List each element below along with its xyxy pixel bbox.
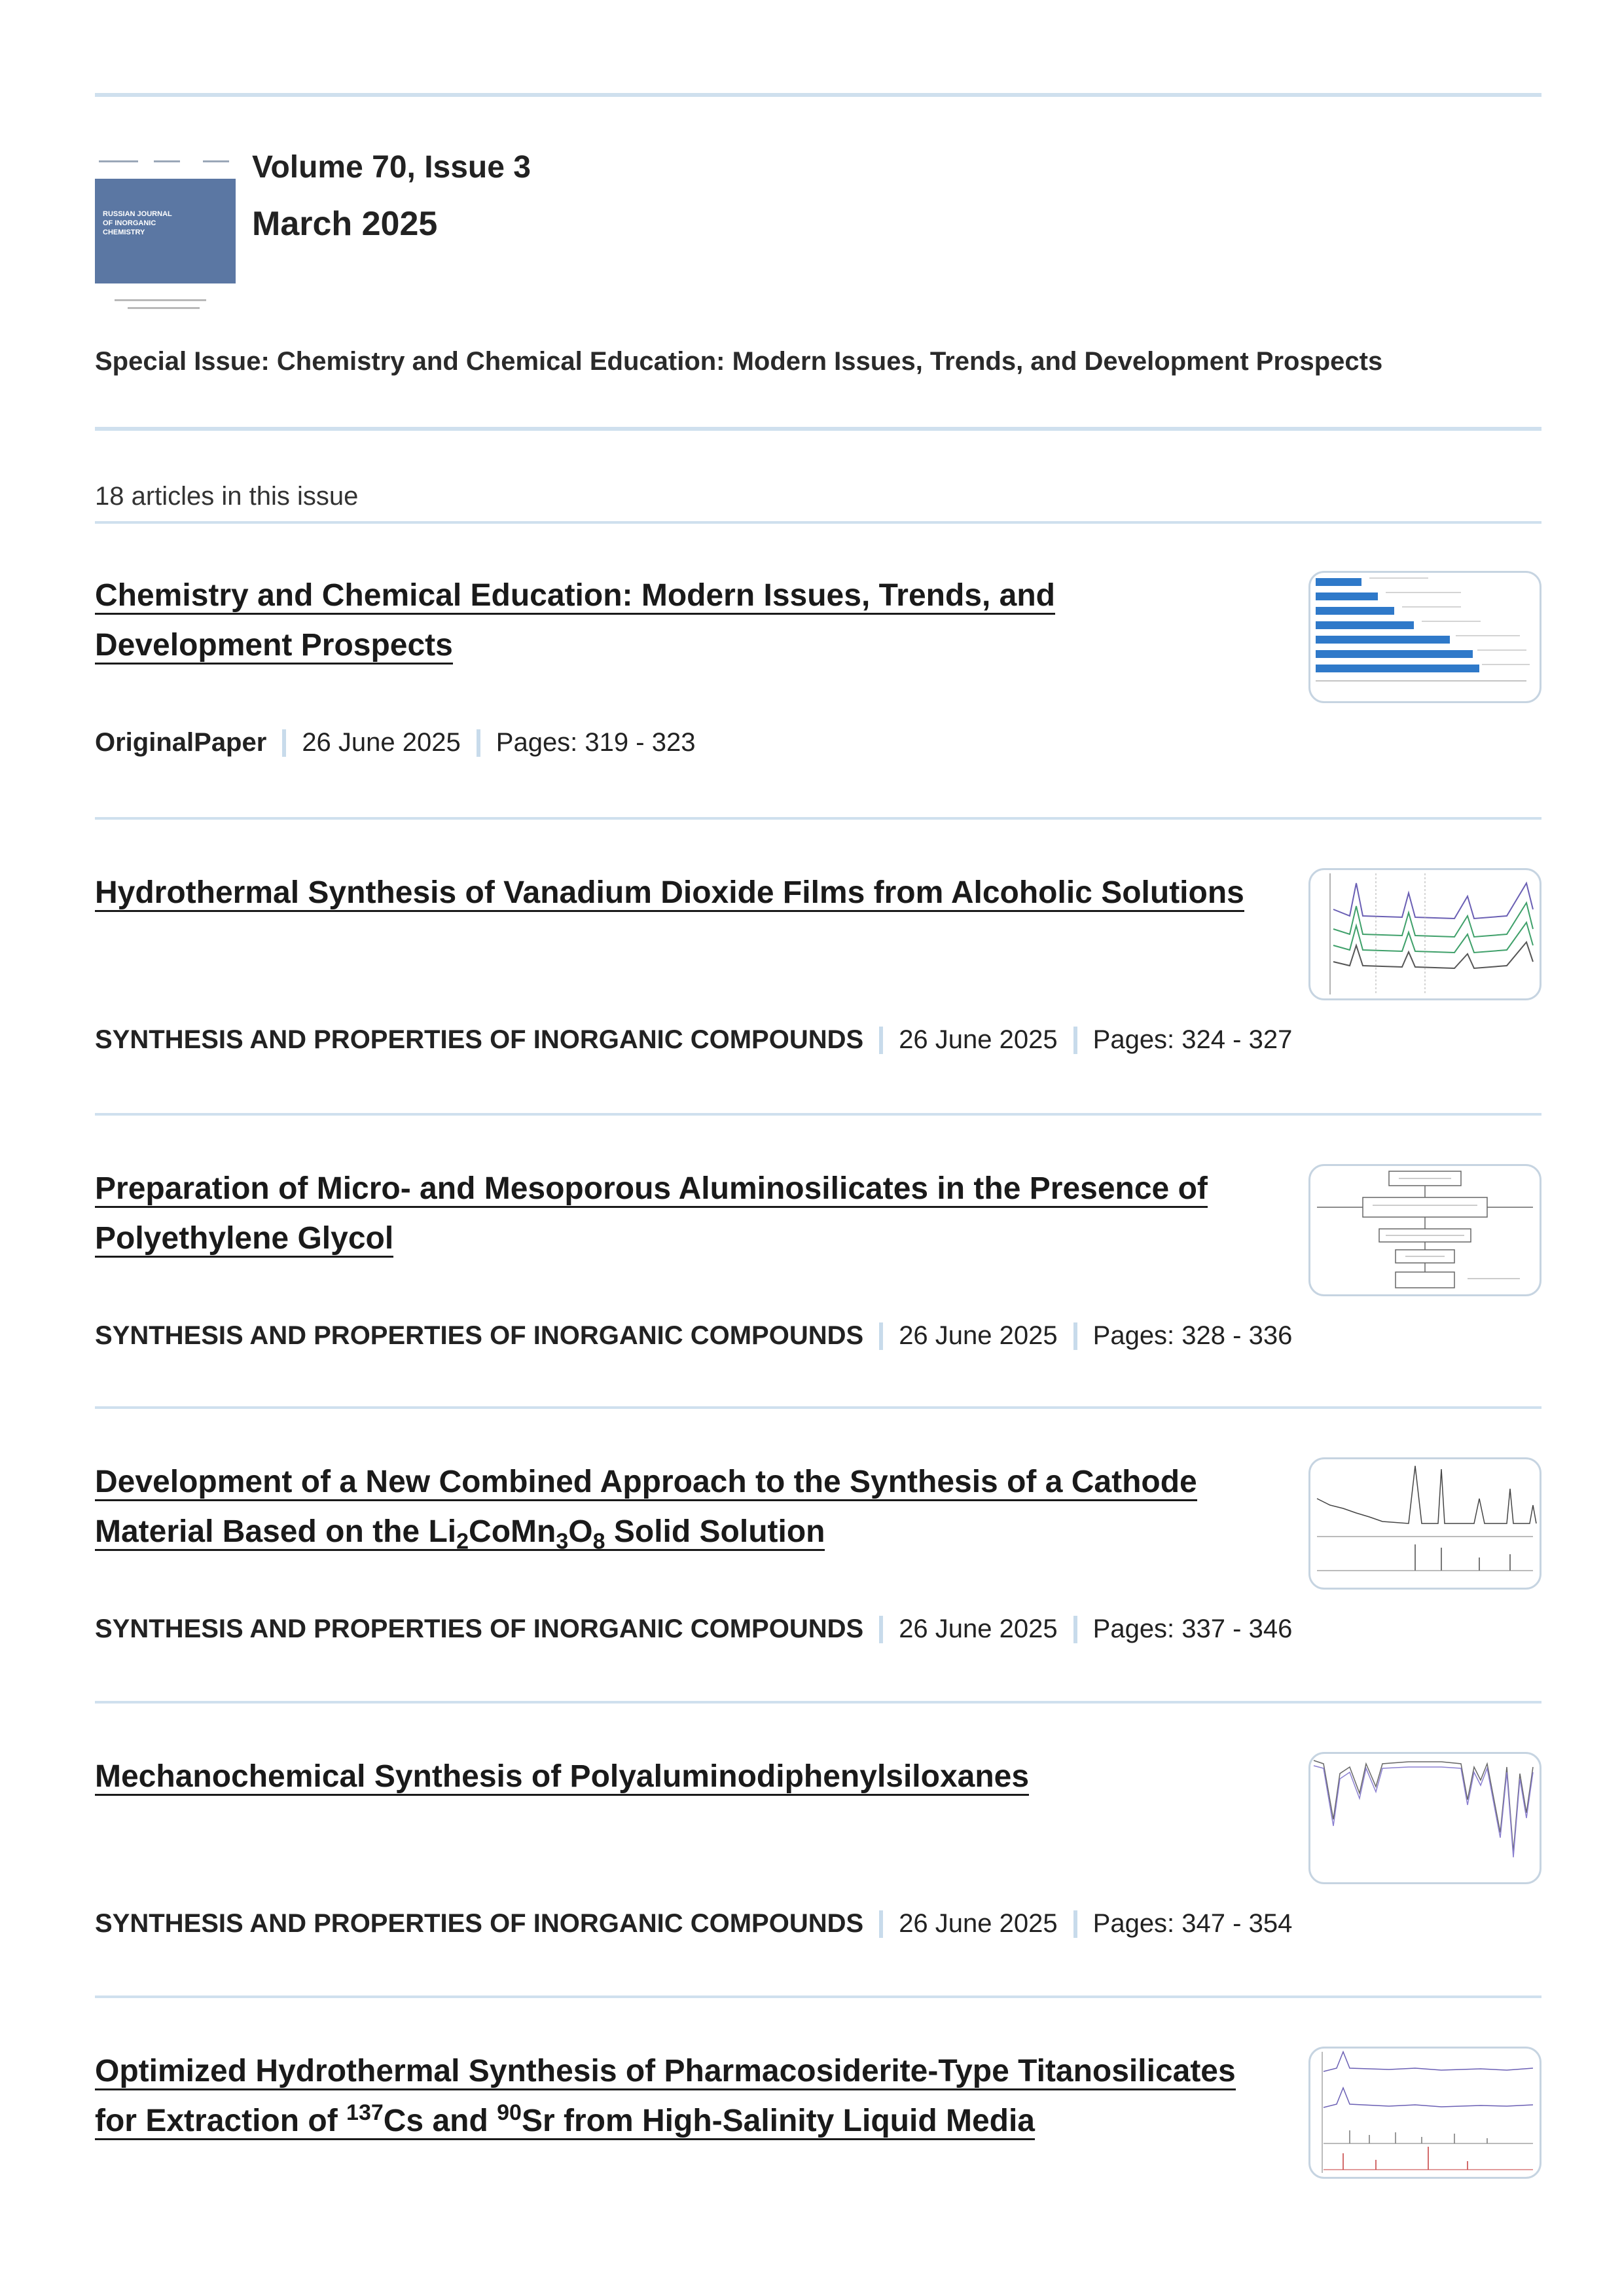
flowchart-thumbnail[interactable] xyxy=(1308,1164,1541,1296)
ir-spectrum-icon xyxy=(1310,1754,1540,1882)
xrd-stack-thumbnail[interactable] xyxy=(1308,2047,1541,2179)
meta-separator xyxy=(879,1027,883,1054)
article-meta xyxy=(95,1614,1292,1644)
article-pages: Pages: 347 - 354 xyxy=(1092,1909,1293,1938)
article-pages: Pages: 328 - 336 xyxy=(1092,1321,1293,1350)
meta-separator xyxy=(1073,1322,1077,1350)
article-divider xyxy=(95,1406,1541,1409)
meta-separator xyxy=(1073,1616,1077,1643)
bar-chart-thumbnail[interactable] xyxy=(1308,571,1541,703)
bar-chart-icon xyxy=(1310,573,1540,701)
diffraction-icon xyxy=(1310,1459,1540,1588)
article-type: SYNTHESIS AND PROPERTIES OF INORGANIC COMPOUNDS xyxy=(95,1614,864,1643)
article-title xyxy=(95,571,1247,670)
ir-spectrum-thumbnail[interactable] xyxy=(1308,1752,1541,1884)
article-title-link[interactable]: Chemistry and Chemical Education: Modern Issues, Trends, and Development Prospects xyxy=(95,578,1055,665)
article-title xyxy=(95,868,1247,918)
meta-separator xyxy=(879,1910,883,1938)
article-divider xyxy=(95,1701,1541,1704)
flowchart-icon xyxy=(1310,1166,1540,1294)
article-date: 26 June 2025 xyxy=(899,1909,1058,1938)
article-title-link[interactable]: Optimized Hydrothermal Synthesis of Pharmacosiderite-Type Titanosilicates for Extraction of $^{137}$Cs and $^{90}$Sr from High-Salinity Liquid Media xyxy=(95,2054,1236,2140)
article-title-link[interactable]: Hydrothermal Synthesis of Vanadium Dioxide Films from Alcoholic Solutions xyxy=(95,875,1244,912)
diffraction-thumbnail[interactable] xyxy=(1308,1457,1541,1590)
list-divider xyxy=(95,521,1541,524)
article-title-link[interactable]: Development of a New Combined Approach to the Synthesis of a Cathode Material Based on the $Li_2CoMn_3O_8$ Solid Solution xyxy=(95,1465,1197,1554)
issue-volume: Volume 70, Issue 3 xyxy=(252,150,531,185)
xrd-pattern-icon xyxy=(1310,870,1540,998)
article-pages: Pages: 337 - 346 xyxy=(1092,1614,1293,1643)
top-divider xyxy=(95,93,1541,97)
meta-separator xyxy=(1073,1027,1077,1054)
article-title-link[interactable]: Mechanochemical Synthesis of Polyaluminodiphenylsiloxanes xyxy=(95,1759,1029,1796)
article-title-link[interactable]: Preparation of Micro- and Mesoporous Aluminosilicates in the Presence of Polyethylene Glycol xyxy=(95,1171,1208,1258)
journal-cover-image[interactable] xyxy=(95,154,236,323)
article-title xyxy=(95,1164,1247,1264)
article-date: 26 June 2025 xyxy=(899,1321,1058,1350)
article-title xyxy=(95,2047,1260,2146)
xrd-pattern-thumbnail[interactable] xyxy=(1308,868,1541,1000)
issue-date: March 2025 xyxy=(252,205,438,243)
article-meta xyxy=(95,728,695,757)
cover-title-block: RUSSIAN JOURNAL OF INORGANIC CHEMISTRY xyxy=(95,179,236,283)
article-type: OriginalPaper xyxy=(95,728,267,757)
article-meta xyxy=(95,1909,1292,1939)
meta-separator xyxy=(477,729,480,757)
article-type: SYNTHESIS AND PROPERTIES OF INORGANIC COMPOUNDS xyxy=(95,1321,864,1350)
xrd-stack-icon xyxy=(1310,2049,1540,2177)
article-divider xyxy=(95,1995,1541,1998)
article-date: 26 June 2025 xyxy=(899,1025,1058,1054)
article-divider xyxy=(95,1113,1541,1116)
article-divider xyxy=(95,817,1541,820)
articles-count: 18 articles in this issue xyxy=(95,482,359,511)
article-meta xyxy=(95,1025,1292,1055)
special-issue-title: Special Issue: Chemistry and Chemical Education: Modern Issues, Trends, and Development Prospects xyxy=(95,347,1383,376)
article-type: SYNTHESIS AND PROPERTIES OF INORGANIC COMPOUNDS xyxy=(95,1909,864,1938)
publisher-logo xyxy=(115,297,213,316)
article-date: 26 June 2025 xyxy=(302,728,461,757)
article-title xyxy=(95,1752,1247,1802)
article-meta xyxy=(95,1321,1292,1351)
meta-separator xyxy=(879,1616,883,1643)
article-date: 26 June 2025 xyxy=(899,1614,1058,1643)
meta-separator xyxy=(1073,1910,1077,1938)
header-divider xyxy=(95,427,1541,431)
article-pages: Pages: 319 - 323 xyxy=(496,728,696,757)
article-type: SYNTHESIS AND PROPERTIES OF INORGANIC COMPOUNDS xyxy=(95,1025,864,1054)
meta-separator xyxy=(879,1322,883,1350)
article-pages: Pages: 324 - 327 xyxy=(1092,1025,1293,1054)
article-title xyxy=(95,1457,1247,1557)
meta-separator xyxy=(282,729,286,757)
